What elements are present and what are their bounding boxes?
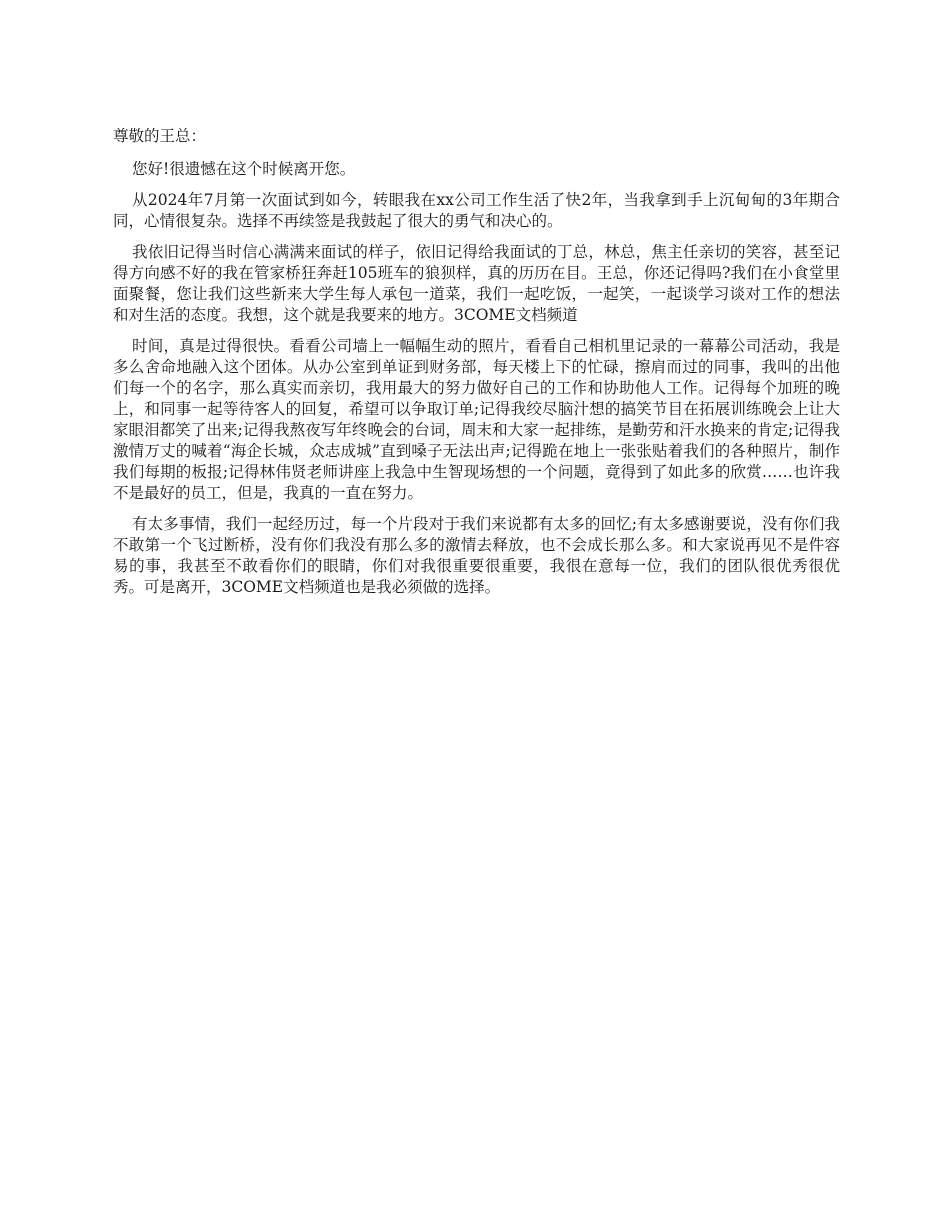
paragraph-time: 时间，真是过得很快。看看公司墙上一幅幅生动的照片，看看自己相机里记录的一幕幕公司活动，我是多么舍命地融入这个团体。从办公室到单证到财务部，每天楼上下的忙碌，擦肩而过的同事，我叫的出他们每一个的名字，那么真实而亲切，我用最大的努力做好自己的工作和协助他人工作。记得每个加班的晚上，和同事一起等待客人的回复，希望可以争取订单;记得我绞尽脑汁想的搞笑节目在拓展训练晚会上让大家眼泪都笑了出来;记得我熬夜写年终晚会的台词，周末和大家一起排练，是勤劳和汗水换来的肯定;记得我激情万丈的喊着“海企长城，众志成城”直到嗓子无法出声;记得跪在地上一张张贴着我们的各种照片，制作我们每期的板报;记得林伟贤老师讲座上我急中生智现场想的一个问题，竟得到了如此多的欣赏……也许我不是最好的员工，但是，我真的一直在努力。 <box>113 337 840 502</box>
letter-document <box>113 126 840 608</box>
salutation: 尊敬的王总： <box>113 127 207 145</box>
paragraph-greeting: 您好!很遗憾在这个时候离开您。 <box>132 160 356 178</box>
paragraph-contract: 从2024年7月第一次面试到如今，转眼我在xx公司工作生活了快2年，当我拿到手上沉甸甸的3年期合同，心情很复杂。选择不再续签是我鼓起了很大的勇气和决心的。 <box>113 191 840 230</box>
paragraph-farewell: 有太多事情，我们一起经历过，每一个片段对于我们来说都有太多的回忆;有太多感谢要说，没有你们我不敢第一个飞过断桥，没有你们我没有那么多的激情去释放，也不会成长那么多。和大家说再见不是件容易的事，我甚至不敢看你们的眼睛，你们对我很重要很重要，我很在意每一位，我们的团队很优秀很优秀。可是离开，3COME文档频道也是我必须做的选择。 <box>113 515 840 596</box>
paragraph-memories: 我依旧记得当时信心满满来面试的样子，依旧记得给我面试的丁总，林总，焦主任亲切的笑容，甚至记得方向感不好的我在管家桥狂奔赶105班车的狼狈样，真的历历在目。王总，你还记得吗?我们在小食堂里面聚餐，您让我们这些新来大学生每人承包一道菜，我们一起吃饭，一起笑，一起谈学习谈对工作的想法和对生活的态度。我想，这个就是我要来的地方。3COME文档频道 <box>113 243 840 324</box>
